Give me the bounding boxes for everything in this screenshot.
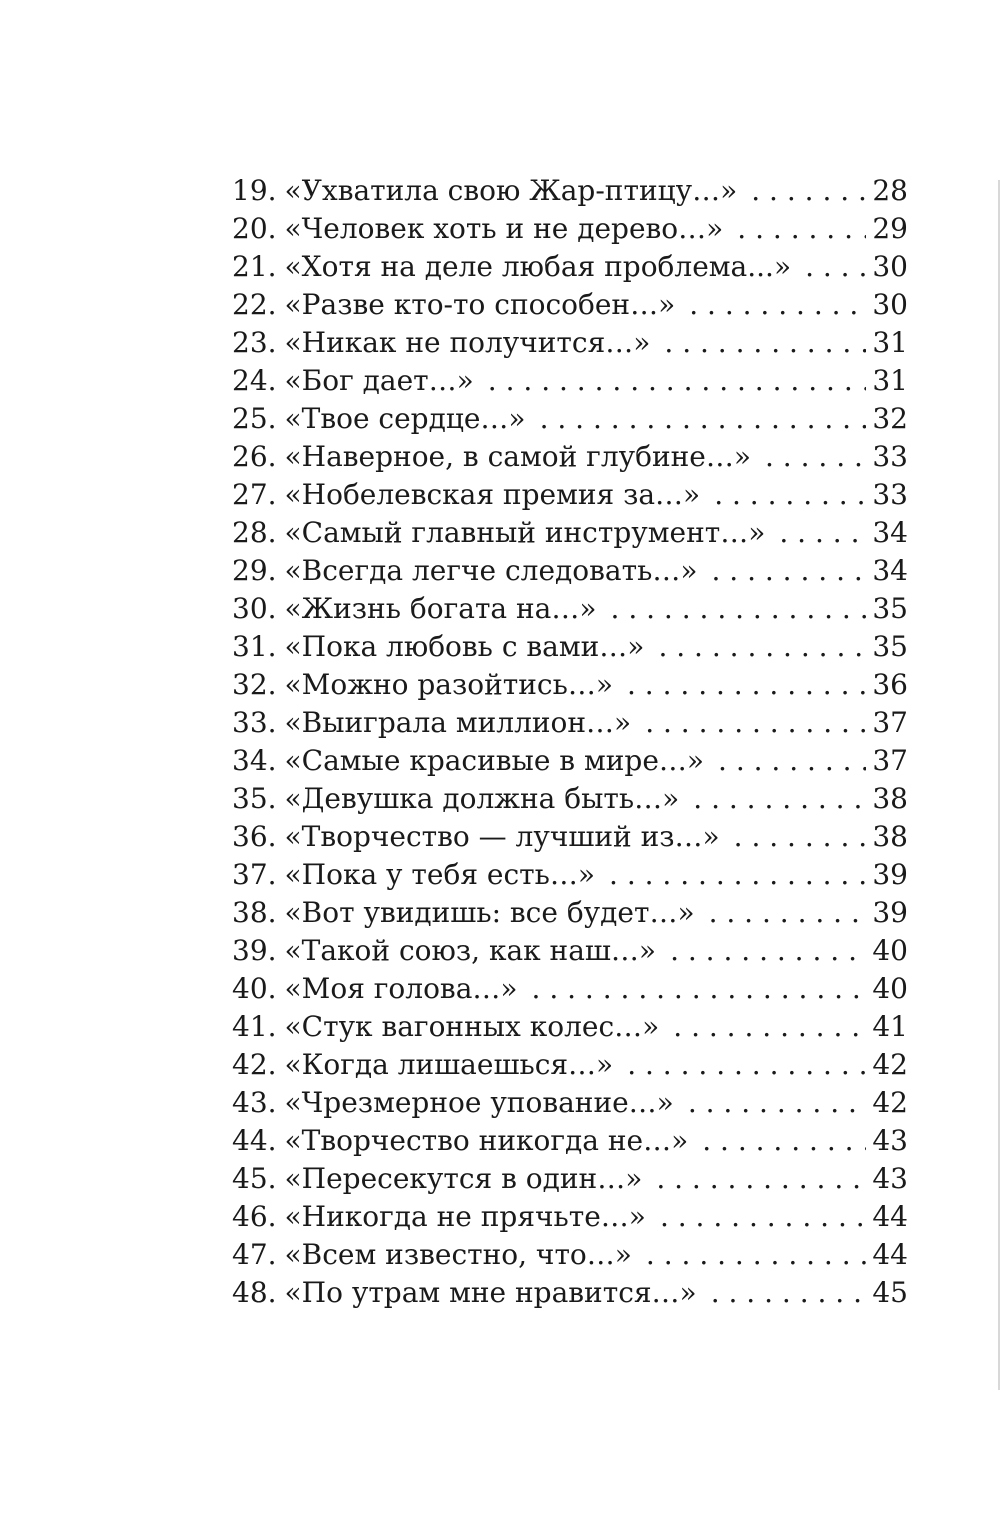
toc-entry-page-number: 42 [872, 1048, 908, 1081]
toc-entry-number: 23. [232, 326, 277, 359]
toc-entry[interactable] [232, 400, 908, 438]
toc-entry-title: «Хотя на деле любая проблема...» [284, 250, 792, 283]
toc-entry-page-number: 34 [872, 554, 908, 587]
toc-entry[interactable] [232, 286, 908, 324]
toc-entry[interactable] [232, 704, 908, 742]
toc-entry-number: 34. [232, 744, 277, 777]
toc-entry-title: «Бог дает…» [284, 364, 474, 397]
toc-dot-leader [734, 818, 867, 856]
toc-entry-title: «Когда лишаешься…» [284, 1048, 614, 1081]
toc-entry-title: «Стук вагонных колес…» [284, 1010, 660, 1043]
toc-entry-number: 32. [232, 668, 277, 701]
toc-entry-number: 40. [232, 972, 277, 1005]
toc-entry-page-number: 36 [872, 668, 908, 701]
toc-entry-number: 43. [232, 1086, 277, 1119]
toc-entry[interactable] [232, 1160, 908, 1198]
toc-entry-title: «Разве кто-то способен…» [284, 288, 676, 321]
toc-entry-title: «Никогда не прячьте…» [284, 1200, 646, 1233]
toc-entry-title: «Чрезмерное упование…» [284, 1086, 674, 1119]
toc-entry-number: 28. [232, 516, 277, 549]
toc-entry[interactable] [232, 438, 908, 476]
toc-entry-page-number: 30 [872, 250, 908, 283]
toc-dot-leader [709, 894, 867, 932]
toc-entry-page-number: 40 [872, 972, 908, 1005]
toc-dot-leader [718, 742, 866, 780]
toc-entry-title: «Ухватила свою Жар-птицу…» [284, 174, 738, 207]
toc-entry-title: «Человек хоть и не дерево…» [284, 212, 724, 245]
toc-entry-number: 24. [232, 364, 277, 397]
toc-entry-title: «Пересекутся в один…» [284, 1162, 643, 1195]
toc-entry[interactable] [232, 172, 908, 210]
toc-entry-page-number: 35 [872, 630, 908, 663]
toc-entry-number: 46. [232, 1200, 277, 1233]
toc-entry-page-number: 35 [872, 592, 908, 625]
toc-dot-leader [540, 400, 867, 438]
toc-entry-title: «Творчество — лучший из…» [284, 820, 720, 853]
toc-entry-number: 35. [232, 782, 277, 815]
toc-entry[interactable] [232, 1236, 908, 1274]
toc-entry-number: 20. [232, 212, 277, 245]
toc-entry-number: 27. [232, 478, 277, 511]
toc-entry-title: «Нобелевская премия за…» [284, 478, 701, 511]
toc-entry-page-number: 43 [872, 1124, 908, 1157]
toc-entry-page-number: 37 [872, 706, 908, 739]
table-of-contents [232, 172, 908, 1312]
toc-dot-leader [658, 628, 866, 666]
toc-entry-page-number: 32 [872, 402, 908, 435]
toc-entry-page-number: 31 [872, 326, 908, 359]
toc-entry-page-number: 39 [872, 858, 908, 891]
toc-entry-title: «Всем известно, что…» [284, 1238, 632, 1271]
toc-entry-page-number: 42 [872, 1086, 908, 1119]
toc-entry-title: «Самый главный инструмент…» [284, 516, 766, 549]
toc-entry-title: «Можно разойтись…» [284, 668, 613, 701]
toc-entry-title: «По утрам мне нравится…» [284, 1276, 697, 1309]
toc-entry-title: «Такой союз, как наш…» [284, 934, 657, 967]
toc-entry[interactable] [232, 514, 908, 552]
toc-dot-leader [488, 362, 867, 400]
toc-entry-title: «Пока любовь с вами…» [284, 630, 645, 663]
toc-entry-title: «Девушка должна быть…» [284, 782, 680, 815]
toc-dot-leader [646, 1236, 866, 1274]
toc-entry-number: 47. [232, 1238, 277, 1271]
toc-entry[interactable] [232, 362, 908, 400]
toc-entry[interactable] [232, 552, 908, 590]
toc-dot-leader [805, 248, 866, 286]
toc-entry-page-number: 33 [872, 440, 908, 473]
toc-entry-title: «Самые красивые в мире…» [284, 744, 705, 777]
toc-entry-number: 21. [232, 250, 277, 283]
toc-entry-number: 22. [232, 288, 277, 321]
toc-entry-title: «Выиграла миллион…» [284, 706, 632, 739]
toc-entry[interactable] [232, 780, 908, 818]
toc-entry-number: 33. [232, 706, 277, 739]
toc-dot-leader [765, 438, 866, 476]
toc-entry-page-number: 44 [872, 1200, 908, 1233]
toc-entry[interactable] [232, 248, 908, 286]
toc-entry[interactable] [232, 818, 908, 856]
toc-entry[interactable] [232, 1008, 908, 1046]
toc-dot-leader [532, 970, 867, 1008]
toc-dot-leader [711, 552, 866, 590]
toc-entry-number: 31. [232, 630, 277, 663]
toc-entry[interactable] [232, 628, 908, 666]
toc-entry-title: «Твое сердце…» [284, 402, 526, 435]
toc-entry-page-number: 31 [872, 364, 908, 397]
toc-entry-number: 38. [232, 896, 277, 929]
toc-entry[interactable] [232, 742, 908, 780]
toc-entry-number: 30. [232, 592, 277, 625]
toc-entry[interactable] [232, 970, 908, 1008]
toc-entry-number: 45. [232, 1162, 277, 1195]
toc-dot-leader [714, 476, 866, 514]
toc-dot-leader [779, 514, 866, 552]
toc-entry-number: 41. [232, 1010, 277, 1043]
toc-dot-leader [645, 704, 866, 742]
toc-entry[interactable] [232, 210, 908, 248]
toc-entry[interactable] [232, 1084, 908, 1122]
toc-entry-page-number: 43 [872, 1162, 908, 1195]
toc-dot-leader [689, 286, 866, 324]
toc-entry[interactable] [232, 1046, 908, 1084]
toc-dot-leader [751, 172, 866, 210]
toc-entry[interactable] [232, 1198, 908, 1236]
toc-entry[interactable] [232, 932, 908, 970]
toc-entry-number: 37. [232, 858, 277, 891]
toc-entry-title: «Жизнь богата на…» [284, 592, 597, 625]
toc-entry[interactable] [232, 666, 908, 704]
toc-entry-page-number: 38 [872, 820, 908, 853]
toc-dot-leader [711, 1274, 867, 1312]
toc-entry-number: 19. [232, 174, 277, 207]
toc-entry[interactable] [232, 1274, 908, 1312]
toc-entry-page-number: 28 [872, 174, 908, 207]
toc-entry[interactable] [232, 476, 908, 514]
toc-entry-number: 42. [232, 1048, 277, 1081]
toc-entry-page-number: 29 [872, 212, 908, 245]
toc-entry-title: «Вот увидишь: все будет…» [284, 896, 695, 929]
toc-entry-page-number: 44 [872, 1238, 908, 1271]
toc-entry-number: 48. [232, 1276, 277, 1309]
toc-entry-number: 29. [232, 554, 277, 587]
toc-dot-leader [611, 590, 867, 628]
toc-dot-leader [670, 932, 866, 970]
toc-entry-title: «Никак не получится…» [284, 326, 651, 359]
toc-dot-leader [702, 1122, 866, 1160]
toc-dot-leader [660, 1198, 866, 1236]
toc-dot-leader [664, 324, 866, 362]
toc-entry-page-number: 37 [872, 744, 908, 777]
toc-entry-title: «Наверное, в самой глубине…» [284, 440, 751, 473]
toc-dot-leader [688, 1084, 867, 1122]
toc-entry-page-number: 45 [872, 1276, 908, 1309]
toc-dot-leader [656, 1160, 866, 1198]
toc-dot-leader [609, 856, 866, 894]
toc-entry-number: 39. [232, 934, 277, 967]
toc-entry-page-number: 40 [872, 934, 908, 967]
toc-entry-number: 44. [232, 1124, 277, 1157]
toc-entry-number: 26. [232, 440, 277, 473]
toc-entry-page-number: 41 [872, 1010, 908, 1043]
toc-dot-leader [627, 666, 866, 704]
toc-entry[interactable] [232, 590, 908, 628]
toc-entry-title: «Всегда легче следовать…» [284, 554, 698, 587]
toc-entry-page-number: 39 [872, 896, 908, 929]
toc-entry-page-number: 33 [872, 478, 908, 511]
toc-entry[interactable] [232, 324, 908, 362]
toc-dot-leader [627, 1046, 866, 1084]
toc-dot-leader [693, 780, 866, 818]
toc-entry-number: 25. [232, 402, 277, 435]
toc-entry-title: «Пока у тебя есть…» [284, 858, 596, 891]
toc-entry-title: «Творчество никогда не…» [284, 1124, 689, 1157]
toc-entry-page-number: 38 [872, 782, 908, 815]
toc-dot-leader [737, 210, 866, 248]
toc-entry-number: 36. [232, 820, 277, 853]
toc-entry[interactable] [232, 894, 908, 932]
toc-entry-title: «Моя голова…» [284, 972, 518, 1005]
toc-entry-page-number: 34 [872, 516, 908, 549]
toc-entry[interactable] [232, 1122, 908, 1160]
toc-entry[interactable] [232, 856, 908, 894]
toc-entry-page-number: 30 [872, 288, 908, 321]
toc-dot-leader [673, 1008, 866, 1046]
